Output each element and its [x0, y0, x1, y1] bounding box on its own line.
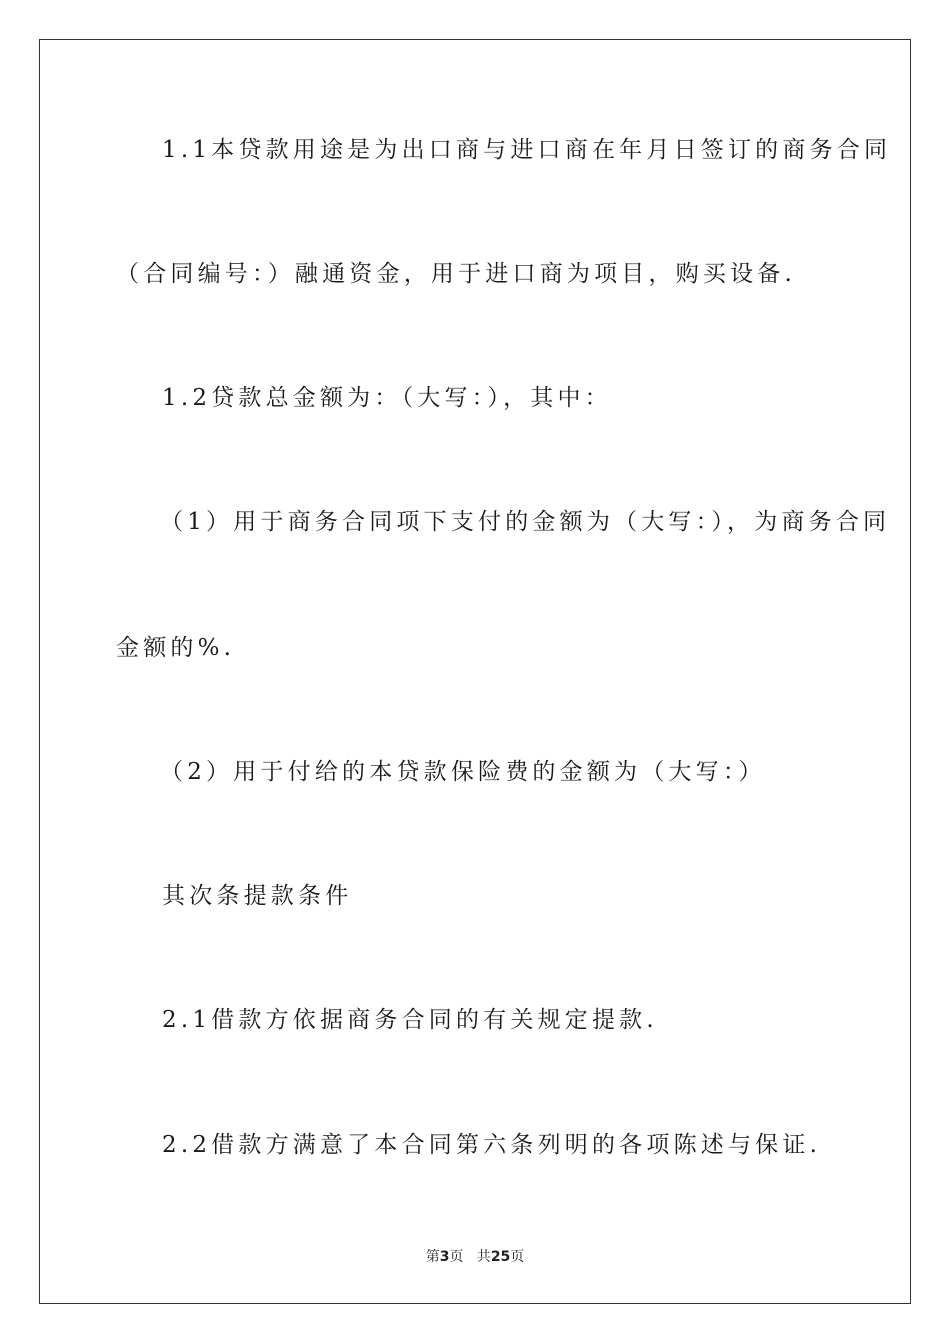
footer-prefix: 第 [425, 1249, 440, 1265]
page-number: 3 [439, 1249, 450, 1265]
paragraph-2-2: 2.2借款方满意了本合同第六条列明的各项陈述与保证. [162, 1132, 822, 1158]
paragraph-1-2: 1.2贷款总金额为：（大写：），其中： [162, 385, 612, 411]
paragraph-1-1: 1.1本贷款用途是为出口商与进口商在年月日签订的商务合同 [162, 137, 892, 163]
paragraph-item-2: （2）用于付给的本贷款保险费的金额为（大写：） [160, 759, 766, 785]
paragraph-1-1-cont: （合同编号：）融通资金，用于进口商为项目，购买设备. [116, 261, 797, 287]
footer-suffix: 页 [510, 1249, 525, 1265]
page-border [39, 39, 911, 1304]
paragraph-2-1: 2.1借款方依据商务合同的有关规定提款. [162, 1007, 658, 1033]
footer-mid: 页 共 [449, 1249, 491, 1265]
page-total: 25 [490, 1249, 511, 1265]
paragraph-item-1-cont: 金额的%. [116, 635, 236, 661]
page-footer [0, 1246, 950, 1266]
section-heading-article-2: 其次条提款条件 [162, 883, 353, 909]
paragraph-item-1: （1）用于商务合同项下支付的金额为（大写：），为商务合同 [160, 509, 891, 535]
